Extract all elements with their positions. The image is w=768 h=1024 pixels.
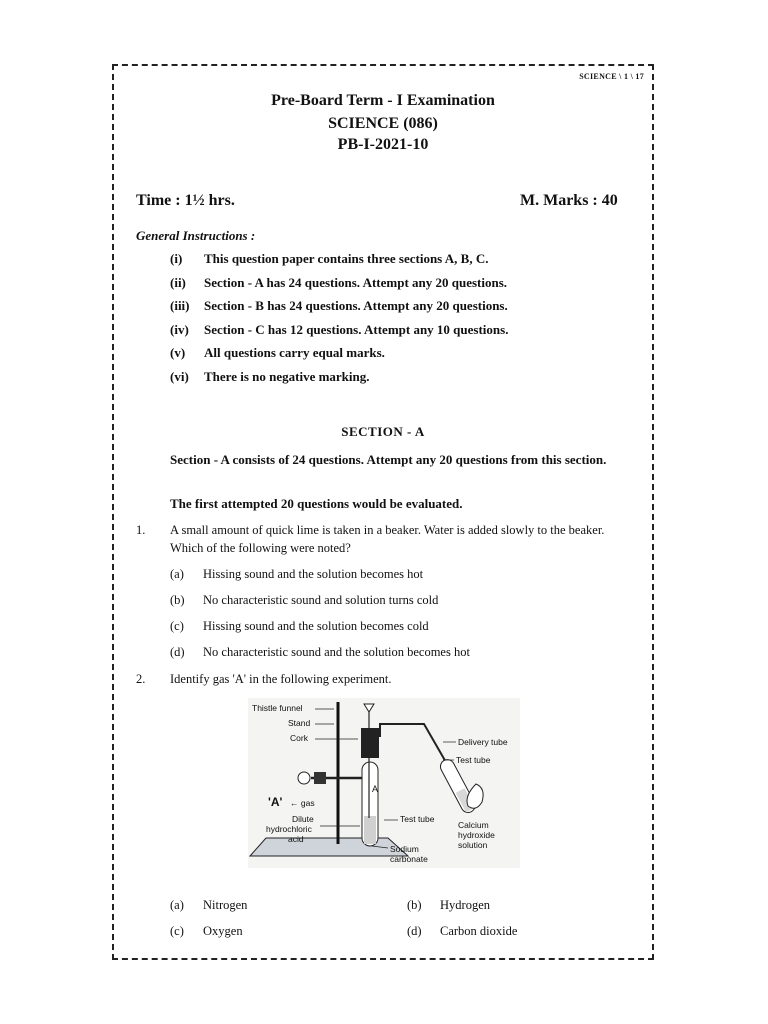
section-title: SECTION - A: [341, 424, 425, 439]
label-gas-arrow: ← gas: [290, 798, 315, 808]
instruction-item: (vi) There is no negative marking.: [170, 369, 370, 384]
option: (d) No characteristic sound and the solution becomes hot: [170, 645, 470, 659]
label-delivery-tube: Delivery tube: [458, 737, 508, 747]
question-2: [136, 670, 640, 688]
label-calcium-2: hydroxide: [458, 830, 495, 840]
label-tube-letter: A: [372, 784, 379, 794]
option: (a) Hissing sound and the solution becomes hot: [170, 567, 424, 581]
label-thistle-funnel: Thistle funnel: [252, 703, 303, 713]
option: (c) Hissing sound and the solution becomes cold: [170, 619, 429, 633]
instructions-heading: General Instructions :: [136, 228, 256, 243]
max-marks: M. Marks : 40: [520, 192, 618, 209]
label-test-tube-right: Test tube: [456, 755, 491, 765]
label-dilute-3: acid: [288, 834, 304, 844]
label-cork: Cork: [290, 733, 308, 743]
section-intro: Section - A consists of 24 questions. Attempt any 20 questions from this section.: [170, 452, 607, 467]
option: (d) Carbon dioxide: [407, 924, 518, 938]
option: (b) Hydrogen: [407, 898, 490, 912]
label-dilute-1: Dilute: [292, 814, 314, 824]
instruction-item: (iv) Section - C has 12 questions. Attempt any 10 questions.: [170, 322, 509, 337]
question-1: [136, 521, 640, 557]
instruction-item: (i) This question paper contains three sections A, B, C.: [170, 251, 489, 266]
option: (c) Oxygen: [170, 924, 243, 938]
question-number: 2.: [136, 672, 146, 686]
label-stand: Stand: [288, 718, 311, 728]
label-sodium-2: carbonate: [390, 854, 428, 864]
label-dilute-2: hydrochloric: [266, 824, 312, 834]
paper-code: PB-I-2021-10: [337, 136, 429, 153]
option: (b) No characteristic sound and solution turns cold: [170, 593, 439, 607]
option: (a) Nitrogen: [170, 898, 248, 912]
label-calcium-3: solution: [458, 840, 488, 850]
label-calcium-1: Calcium: [458, 820, 489, 830]
section-note: The first attempted 20 questions would be evaluated.: [170, 496, 463, 511]
question-number: 1.: [136, 523, 146, 537]
instruction-item: (iii) Section - B has 24 questions. Attempt any 20 questions.: [170, 298, 508, 313]
instruction-item: (v) All questions carry equal marks.: [170, 345, 385, 360]
exam-title: Pre-Board Term - I Examination: [271, 92, 495, 109]
label-sodium-1: Sodium: [390, 844, 419, 854]
label-test-tube: Test tube: [400, 814, 435, 824]
question-text: A small amount of quick lime is taken in a beaker. Water is added slowly to the beaker. Which of the following were noted?: [170, 523, 605, 555]
page-code: SCIENCE \ 1 \ 17: [579, 72, 644, 81]
experiment-diagram: [248, 698, 520, 868]
instruction-item: (ii) Section - A has 24 questions. Attempt any 20 questions.: [170, 275, 508, 290]
subject-title: SCIENCE (086): [328, 115, 438, 132]
label-gas-a: 'A': [268, 795, 283, 809]
time-allowed: Time : 1½ hrs.: [136, 192, 235, 209]
question-text: Identify gas 'A' in the following experiment.: [170, 672, 392, 686]
